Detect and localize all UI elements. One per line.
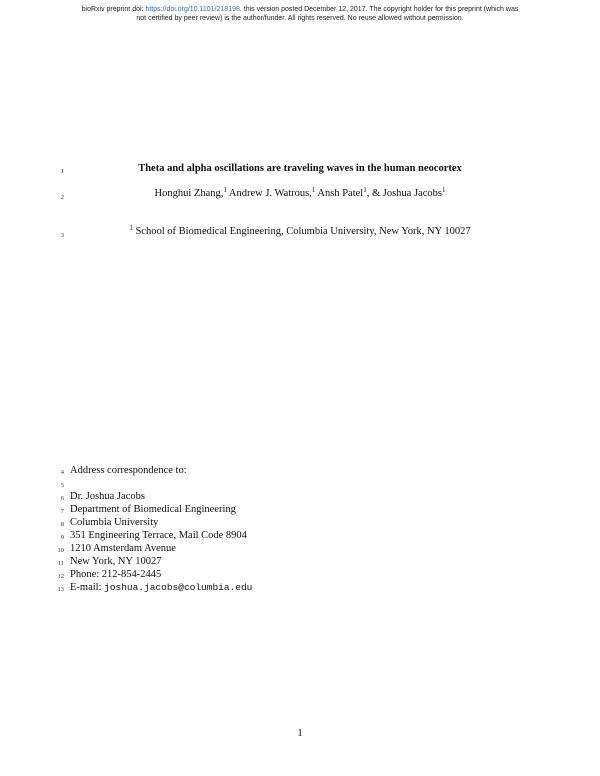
- line-number: 12: [57, 573, 64, 580]
- correspondence-phone: Phone: 212-854-2445: [70, 569, 162, 580]
- line-number: 9: [60, 534, 64, 541]
- preprint-prefix: bioRxiv preprint doi:: [81, 6, 146, 13]
- line-number: 11: [57, 560, 64, 567]
- author-affiliation-mark: 1: [441, 186, 446, 194]
- author-list: [60, 188, 540, 199]
- affiliation-text: School of Biomedical Engineering, Columbia University, New York, NY 10027: [132, 226, 471, 237]
- author-affiliation-mark: 1: [363, 186, 367, 194]
- line-number: 2: [60, 194, 64, 201]
- line-number: 10: [57, 547, 64, 554]
- line-number: 5: [60, 482, 64, 489]
- page-number: 1: [297, 727, 303, 739]
- correspondence-heading: Address correspondence to:: [70, 465, 187, 476]
- doi-link[interactable]: https://doi.org/10.1101/218198: [145, 6, 240, 13]
- email-address[interactable]: joshua.jacobs@columbia.edu: [104, 582, 253, 593]
- correspondence-avenue: 1210 Amsterdam Avenue: [70, 543, 176, 554]
- author-affiliation-mark: 1: [223, 186, 227, 194]
- line-number: 8: [60, 521, 64, 528]
- preprint-notice-line-2: not certified by peer review) is the author/funder. All rights reserved. No reuse allowed without permission.: [136, 15, 464, 22]
- correspondence-name: Dr. Joshua Jacobs: [70, 491, 145, 502]
- correspondence-department: Department of Biomedical Engineering: [70, 504, 236, 515]
- paper-title: Theta and alpha oscillations are traveling waves in the human neocortex: [138, 163, 462, 174]
- email-label: E-mail:: [70, 582, 105, 593]
- author-affiliation-mark: 1: [311, 186, 316, 194]
- affiliation: [60, 226, 540, 237]
- correspondence-city: New York, NY 10027: [70, 556, 162, 567]
- preprint-suffix: . this version posted December 12, 2017. The copyright holder for this preprint (which was: [239, 6, 519, 13]
- line-number: 4: [60, 469, 64, 476]
- author-name: , & Joshua Jacobs: [366, 188, 442, 199]
- preprint-notice-line-1: [30, 5, 570, 14]
- author-name: Honghui Zhang,: [154, 188, 224, 199]
- correspondence-university: Columbia University: [70, 517, 159, 528]
- author-name: Andrew J. Watrous,: [226, 188, 312, 199]
- line-number: 13: [57, 586, 64, 593]
- correspondence-email-line: [70, 582, 252, 593]
- line-number: 1: [60, 168, 64, 175]
- line-number: 3: [60, 232, 64, 239]
- correspondence-street: 351 Engineering Terrace, Mail Code 8904: [70, 530, 247, 541]
- line-number: 6: [60, 495, 64, 502]
- preprint-notice: [30, 5, 570, 23]
- line-number: 7: [60, 508, 64, 515]
- affiliation-mark: 1: [129, 224, 133, 232]
- author-name: Ansh Patel: [315, 188, 364, 199]
